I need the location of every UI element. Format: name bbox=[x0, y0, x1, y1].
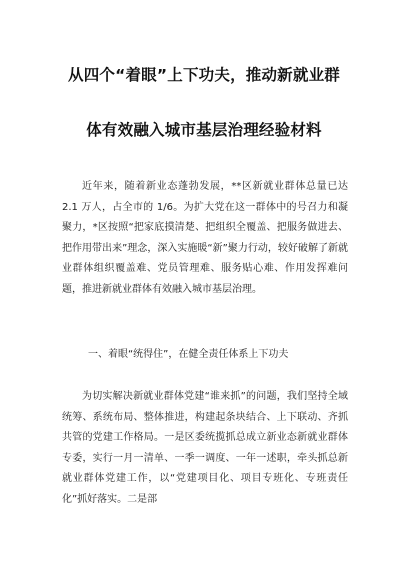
document-title-line-1: 从四个“着眼”上下功夫，推动新就业群 bbox=[68, 66, 340, 84]
document-title-line-2: 体有效融入城市基层治理经验材料 bbox=[86, 121, 322, 139]
section-heading-1: 一、着眼“统得住”，在健全责任体系上下功夫 bbox=[88, 349, 289, 360]
intro-paragraph: 近年来，随着新业态蓬勃发展，**区新就业群体总量已达 2.1 万人，占全市的 1/6。为扩大党在这一群体中的号召力和凝聚力，*区按照“把家底摸清楚、把组织全覆盖、把服务做进去、把作用带出来”理念，深入实施暖“新”聚力行动，较好破解了新就业群体组织覆盖难、党员管理难、服务贴心难、作用发挥难问题，推进新就业群体有效融入城市基层治理。 bbox=[62, 181, 348, 295]
section-1-paragraph: 为切实解决新就业群体党建“谁来抓”的问题，我们坚持全域统筹、系统布局、整体推进，构建起条块结合、上下联动、齐抓共管的党建工作格局。一是区委统揽抓总成立新业态新就业群体专委，实行一月一清单、一季一调度、一年一述职，牵头抓总新就业群体党建工作，以“党建项目化、项目专班化、专班责任化”抓好落实。二是部 bbox=[62, 391, 348, 505]
